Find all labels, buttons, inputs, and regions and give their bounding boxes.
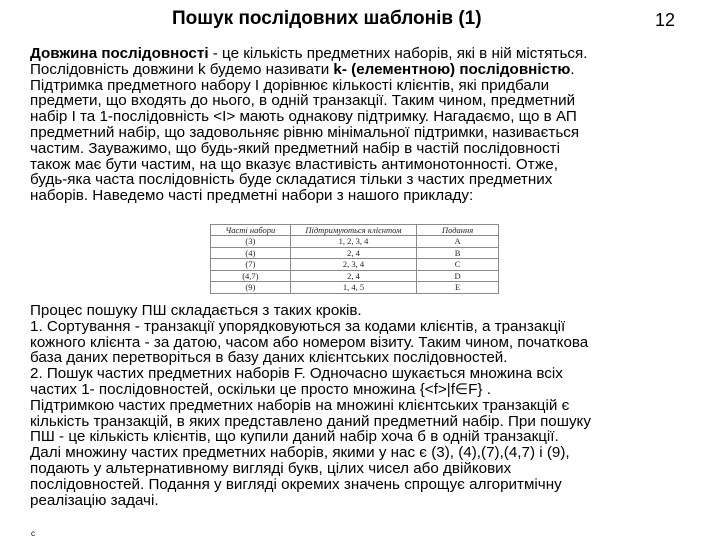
intro-line-1-rest: - це кількість предметних наборів, які в ній містяться. [208,45,588,62]
term-sequence-length: Довжина послідовності [30,45,209,62]
process-line: 1. Сортування - транзакції упорядковуються за кодами клієнтів, а транзакції [30,317,566,335]
intro-line: частим. Зауважимо, що будь-який предметний набір в частій послідовності [30,139,561,157]
process-line: Процес пошуку ПШ складається з таких кроків. [30,302,362,319]
table-cell-representation: D [417,270,499,282]
table-cell-support: 1, 2, 3, 4 [290,236,416,248]
table-cell-representation: E [417,282,499,294]
slide-title: Пошук послідовних шаблонів (1) [172,8,482,29]
table-cell-itemset: (3) [211,236,291,248]
intro-line: наборів. Наведемо часті предметні набори з нашого прикладу: [30,187,474,205]
intro-line: також має бути частим, на що вказує властивість антимонотонності. Отже, [30,155,558,173]
intro-line: предмети, що входять до нього, в одній транзакції. Таким чином, предметний [30,92,576,110]
table-row [211,236,499,248]
process-line: послідовностей. Подання у вигляді окремих значень спрощує алгоритмічну [30,475,562,493]
intro-line: будь-яка часта послідовність буде складатися тільки з частих предметних [30,171,553,189]
table-cell-support: 2, 4 [290,270,416,282]
table-row [211,247,499,259]
process-line: кожного клієнта - за датою, часом або номером візиту. Таким чином, початкова [30,333,589,351]
term-k-sequence: k- (елементною) послідовністю [333,60,571,78]
table-header-row [211,225,499,236]
table-cell-itemset: (9) [211,282,291,294]
footnote-mark: с [31,529,35,538]
process-line: реалізацію задачі. [30,491,159,509]
table-header-itemsets: Часті набори [211,225,291,236]
process-line: подають у альтернативному вигляді букв, цілих чисел або двійкових [30,459,512,477]
table-cell-support: 2, 3, 4 [290,259,416,271]
process-line: кількість транзакцій, в яких представлено даний предметний набір. При пошуку [30,412,591,430]
table-cell-representation: C [417,259,499,271]
intro-line-2 [30,62,700,78]
process-line: Підтримкою частих предметних наборів на множині клієнтських транзакцій є [30,396,570,414]
intro-line: набір I та 1-послідовність <I> мають однакову підтримку. Нагадаємо, що в АП [30,108,577,126]
intro-line-2-end: . [570,60,575,78]
table-cell-itemset: (7) [211,259,291,271]
process-line: база даних перетворіться в базу даних клієнтських послідовностей. [30,349,508,367]
process-line: ПШ - це кількість клієнтів, що купили даний набір хоча б в одній транзакції. [30,428,559,446]
frequent-itemsets-table [210,224,499,294]
intro-line: предметний набір, що задовольняє рівню мінімальної підтримки, називається [30,123,580,141]
table-cell-support: 2, 4 [290,247,416,259]
intro-paragraph [30,46,700,204]
intro-line-2-start: Послідовність довжини k будемо називати [30,60,334,78]
process-line: 2. Пошук частих предметних наборів F. Одночасно шукається множина всіх [30,365,563,383]
table-cell-itemset: (4,7) [211,270,291,282]
table-header-representation: Подання [417,225,499,236]
process-line: Далі множину частих предметних наборів, якими у нас є (3), (4),(7),(4,7) і (9), [30,444,570,462]
table-cell-support: 1, 4, 5 [290,282,416,294]
table-row [211,270,499,282]
process-paragraph [30,303,700,508]
table-row [211,282,499,294]
intro-line: Підтримка предметного набору I дорівнює кількості клієнтів, які придбали [30,76,550,94]
table-row [211,259,499,271]
table-cell-itemset: (4) [211,247,291,259]
intro-line-1 [30,46,700,62]
table-cell-representation: A [417,236,499,248]
process-line: частих 1- послідовностей, оскільки це просто множина {<f>|f∈F} . [30,380,491,398]
table-header-support: Підтримуються клієнтом [290,225,416,236]
slide-number: 12 [655,10,676,30]
table-cell-representation: B [417,247,499,259]
